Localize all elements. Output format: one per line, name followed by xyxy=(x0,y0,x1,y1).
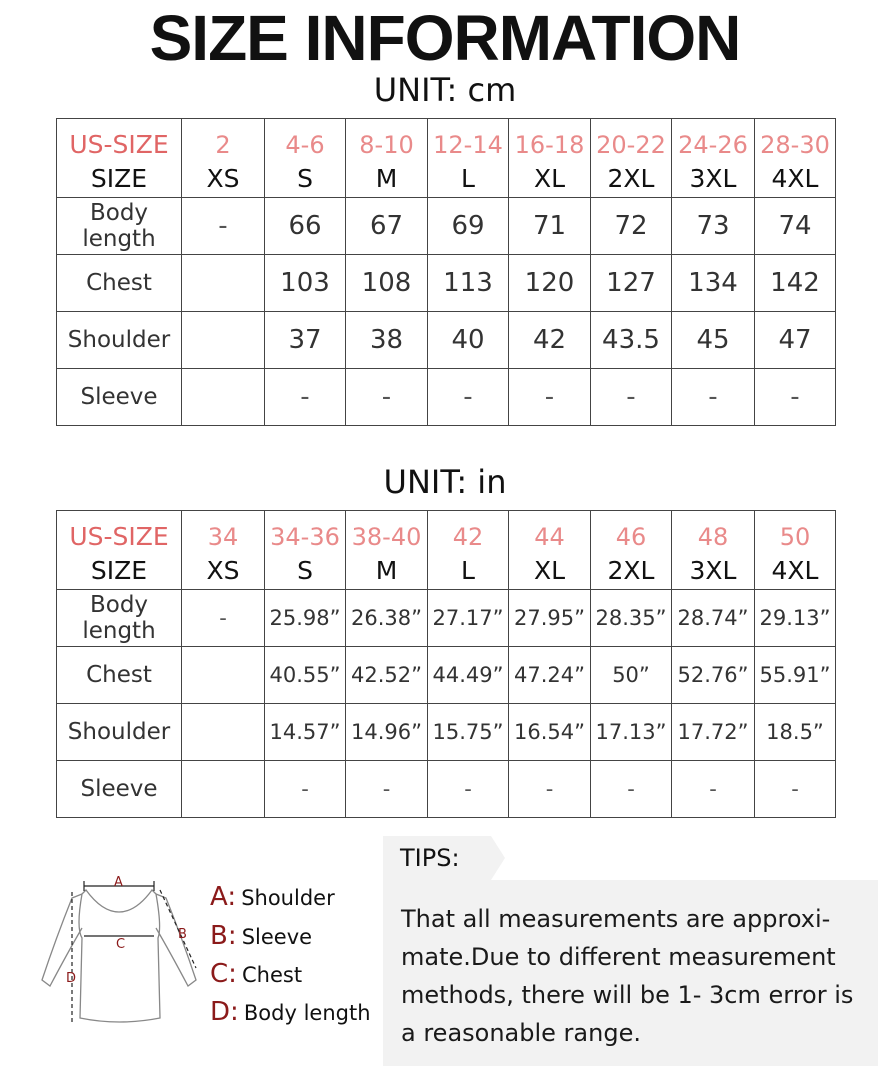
us-size-cell: 44 xyxy=(509,511,591,552)
value-cell: 28.35” xyxy=(591,590,672,647)
value-cell: 17.13” xyxy=(591,704,672,761)
tips-line: mate.Due to different measurement xyxy=(401,943,836,971)
value-cell: 29.13” xyxy=(755,590,836,647)
size-cell: M xyxy=(346,159,428,198)
us-size-cell: 38-40 xyxy=(346,511,428,552)
size-cell: 2XL xyxy=(591,551,672,590)
value-cell xyxy=(182,761,265,818)
value-cell: - xyxy=(265,369,346,426)
size-cell: 4XL xyxy=(755,159,836,198)
row-label: Body length xyxy=(57,198,182,255)
tips-label: TIPS: xyxy=(383,836,491,880)
value-cell xyxy=(182,647,265,704)
sleeve-row xyxy=(57,369,836,426)
body-length-row xyxy=(57,590,836,647)
us-size-cell: 2 xyxy=(182,119,265,160)
value-cell: - xyxy=(509,369,591,426)
page-title: SIZE INFORMATION xyxy=(149,2,741,74)
value-cell: 66 xyxy=(265,198,346,255)
body-length-row xyxy=(57,198,836,255)
cm-unit-label: UNIT: cm xyxy=(373,71,517,109)
value-cell: - xyxy=(428,761,509,818)
size-cell: M xyxy=(346,551,428,590)
legend-text: Shoulder xyxy=(241,886,335,910)
value-cell: 142 xyxy=(755,255,836,312)
chest-row xyxy=(57,647,836,704)
diagram-label-b: B xyxy=(178,927,187,942)
value-cell: 28.74” xyxy=(672,590,755,647)
legend-letter: C: xyxy=(210,959,237,989)
size-cell: S xyxy=(265,159,346,198)
value-cell: - xyxy=(755,369,836,426)
shoulder-row xyxy=(57,704,836,761)
value-cell: - xyxy=(672,369,755,426)
legend-item-chest xyxy=(210,959,302,993)
size-cell: 2XL xyxy=(591,159,672,198)
size-row xyxy=(57,551,836,590)
value-cell: 120 xyxy=(509,255,591,312)
size-cell: 4XL xyxy=(755,551,836,590)
us-size-cell: 42 xyxy=(428,511,509,552)
legend-text: Chest xyxy=(242,963,303,987)
legend-item-shoulder xyxy=(210,882,335,916)
value-cell: 47.24” xyxy=(509,647,591,704)
value-cell: - xyxy=(265,761,346,818)
value-cell: - xyxy=(672,761,755,818)
value-cell: - xyxy=(591,369,672,426)
value-cell: 72 xyxy=(591,198,672,255)
tips-tab-arrow xyxy=(491,836,505,880)
row-label: Body length xyxy=(57,590,182,647)
value-cell: - xyxy=(346,761,428,818)
size-row xyxy=(57,159,836,198)
value-cell: 16.54” xyxy=(509,704,591,761)
value-cell: 103 xyxy=(265,255,346,312)
value-cell: 108 xyxy=(346,255,428,312)
value-cell xyxy=(182,704,265,761)
value-cell: 27.95” xyxy=(509,590,591,647)
value-cell: 14.96” xyxy=(346,704,428,761)
us-size-cell: 12-14 xyxy=(428,119,509,160)
us-size-cell: 34-36 xyxy=(265,511,346,552)
legend-letter: B: xyxy=(210,921,237,951)
legend-text: Body length xyxy=(243,1001,371,1025)
row-label: Sleeve xyxy=(57,761,182,818)
value-cell xyxy=(182,369,265,426)
row-label: Shoulder xyxy=(57,704,182,761)
value-cell: 14.57” xyxy=(265,704,346,761)
value-cell: 134 xyxy=(672,255,755,312)
us-size-row xyxy=(57,119,836,160)
tips-box xyxy=(383,880,878,1066)
diagram-label-c: C xyxy=(116,937,126,952)
us-size-cell: 4-6 xyxy=(265,119,346,160)
diagram-label-a: A xyxy=(114,875,123,890)
size-cell: L xyxy=(428,159,509,198)
size-cell: XS xyxy=(182,551,265,590)
value-cell: 25.98” xyxy=(265,590,346,647)
value-cell: 40 xyxy=(428,312,509,369)
inch-unit-label: UNIT: in xyxy=(383,463,507,501)
size-cell: XS xyxy=(182,159,265,198)
legend-text: Sleeve xyxy=(241,925,313,949)
tips-line: a reasonable range. xyxy=(401,1019,641,1047)
tips-line: methods, there will be 1- 3cm error is xyxy=(401,981,854,1009)
value-cell: 71 xyxy=(509,198,591,255)
us-size-cell: 24-26 xyxy=(672,119,755,160)
size-cell: 3XL xyxy=(672,551,755,590)
size-cell: 3XL xyxy=(672,159,755,198)
value-cell: 42 xyxy=(509,312,591,369)
us-size-row xyxy=(57,511,836,552)
size-header: SIZE xyxy=(57,551,182,590)
legend-item-body-length xyxy=(210,997,371,1031)
value-cell: 40.55” xyxy=(265,647,346,704)
value-cell: - xyxy=(182,198,265,255)
cm-size-table xyxy=(56,118,836,426)
us-size-cell: 8-10 xyxy=(346,119,428,160)
size-header: SIZE xyxy=(57,159,182,198)
value-cell: 50” xyxy=(591,647,672,704)
value-cell: - xyxy=(346,369,428,426)
value-cell: - xyxy=(428,369,509,426)
shoulder-row xyxy=(57,312,836,369)
row-label: Sleeve xyxy=(57,369,182,426)
value-cell xyxy=(182,312,265,369)
value-cell: 69 xyxy=(428,198,509,255)
row-label: Shoulder xyxy=(57,312,182,369)
us-size-cell: 16-18 xyxy=(509,119,591,160)
value-cell: - xyxy=(509,761,591,818)
value-cell: 113 xyxy=(428,255,509,312)
us-size-cell: 28-30 xyxy=(755,119,836,160)
value-cell: 45 xyxy=(672,312,755,369)
us-size-header: US-SIZE xyxy=(57,119,182,160)
value-cell: 26.38” xyxy=(346,590,428,647)
tips-line: That all measurements are approxi- xyxy=(401,905,831,933)
us-size-cell: 50 xyxy=(755,511,836,552)
value-cell: 74 xyxy=(755,198,836,255)
value-cell: 43.5 xyxy=(591,312,672,369)
size-cell: XL xyxy=(509,551,591,590)
size-cell: XL xyxy=(509,159,591,198)
value-cell: - xyxy=(182,590,265,647)
value-cell: 42.52” xyxy=(346,647,428,704)
value-cell: 73 xyxy=(672,198,755,255)
legend-letter: A: xyxy=(210,882,237,912)
us-size-header: US-SIZE xyxy=(57,511,182,552)
value-cell: 27.17” xyxy=(428,590,509,647)
us-size-cell: 48 xyxy=(672,511,755,552)
size-cell: L xyxy=(428,551,509,590)
legend-letter: D: xyxy=(210,997,239,1027)
value-cell: 44.49” xyxy=(428,647,509,704)
value-cell xyxy=(182,255,265,312)
value-cell: 55.91” xyxy=(755,647,836,704)
sleeve-row xyxy=(57,761,836,818)
value-cell: 17.72” xyxy=(672,704,755,761)
value-cell: - xyxy=(755,761,836,818)
legend-item-sleeve xyxy=(210,921,312,955)
us-size-cell: 34 xyxy=(182,511,265,552)
value-cell: 127 xyxy=(591,255,672,312)
diagram-label-d: D xyxy=(66,971,77,986)
value-cell: 18.5” xyxy=(755,704,836,761)
value-cell: 52.76” xyxy=(672,647,755,704)
garment-diagram xyxy=(36,868,202,1036)
value-cell: 37 xyxy=(265,312,346,369)
us-size-cell: 20-22 xyxy=(591,119,672,160)
chest-row xyxy=(57,255,836,312)
inch-size-table xyxy=(56,510,836,818)
value-cell: 15.75” xyxy=(428,704,509,761)
row-label: Chest xyxy=(57,647,182,704)
row-label: Chest xyxy=(57,255,182,312)
us-size-cell: 46 xyxy=(591,511,672,552)
value-cell: 38 xyxy=(346,312,428,369)
value-cell: 67 xyxy=(346,198,428,255)
value-cell: - xyxy=(591,761,672,818)
size-cell: S xyxy=(265,551,346,590)
value-cell: 47 xyxy=(755,312,836,369)
